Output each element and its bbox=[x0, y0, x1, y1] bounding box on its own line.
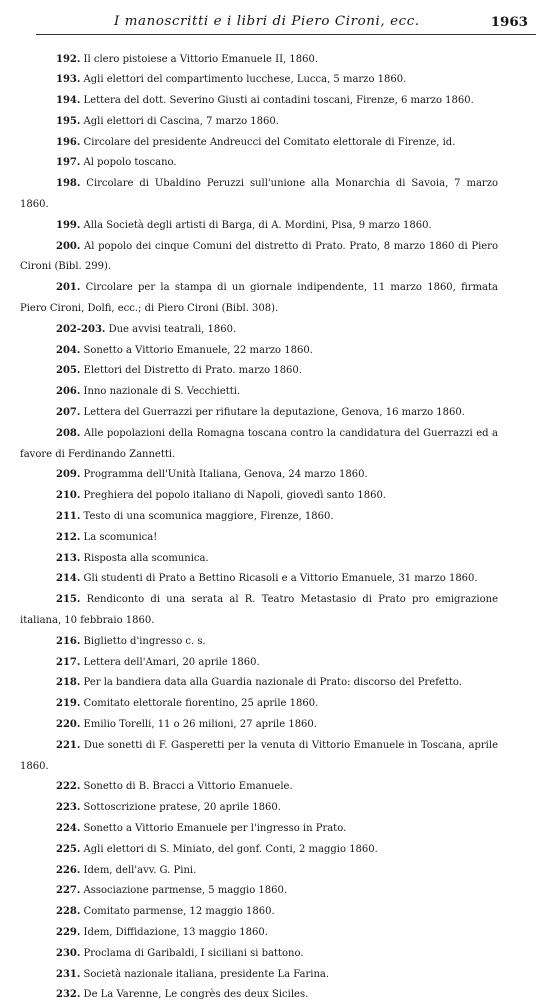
list-item bbox=[20, 798, 498, 819]
entry-text: Alla Società degli artisti di Barga, di A. Mordini, Pisa, 9 marzo 1860. bbox=[84, 220, 432, 231]
entry-text: Per la bandiera data alla Guardia nazionale di Prato: discorso del Prefetto. bbox=[84, 677, 462, 688]
entry-number: 224. bbox=[56, 823, 80, 834]
list-item bbox=[20, 528, 498, 549]
page-number: 1963 bbox=[491, 14, 528, 30]
list-item bbox=[20, 736, 498, 778]
list-item bbox=[20, 902, 498, 923]
entry-number: 206. bbox=[56, 386, 80, 397]
list-item bbox=[20, 777, 498, 798]
entry-number: 198. bbox=[56, 178, 80, 189]
list-item bbox=[20, 174, 498, 216]
entry-text: Testo di una scomunica maggiore, Firenze, 1860. bbox=[84, 511, 334, 522]
entry-text: Agli elettori di Cascina, 7 marzo 1860. bbox=[84, 116, 279, 127]
entry-number: 209. bbox=[56, 469, 80, 480]
list-item bbox=[20, 632, 498, 653]
entry-text: Società nazionale italiana, presidente La Farina. bbox=[84, 969, 330, 980]
list-item bbox=[20, 91, 498, 112]
entry-number: 231. bbox=[56, 969, 80, 980]
entry-number: 222. bbox=[56, 781, 80, 792]
list-item bbox=[20, 465, 498, 486]
entry-text: Circolare di Ubaldino Peruzzi sull'unione alla Monarchia di Savoia, 7 marzo 1860. bbox=[20, 178, 498, 210]
entry-number: 201. bbox=[56, 282, 80, 293]
entry-number: 210. bbox=[56, 490, 80, 501]
list-item bbox=[20, 985, 498, 1006]
list-item bbox=[20, 153, 498, 174]
entry-number: 219. bbox=[56, 698, 80, 709]
list-item bbox=[20, 112, 498, 133]
entry-text: Circolare del presidente Andreucci del Comitato elettorale di Firenze, id. bbox=[84, 137, 456, 148]
list-item bbox=[20, 133, 498, 154]
entry-text: De La Varenne, Le congrès des deux Siciles. bbox=[84, 989, 309, 1000]
list-item bbox=[20, 673, 498, 694]
list-item bbox=[20, 549, 498, 570]
entry-text: Agli elettori di S. Miniato, del gonf. Conti, 2 maggio 1860. bbox=[84, 844, 378, 855]
list-item bbox=[20, 944, 498, 965]
list-item bbox=[20, 278, 498, 320]
entry-text: Programma dell'Unità Italiana, Genova, 24 marzo 1860. bbox=[84, 469, 368, 480]
list-item bbox=[20, 819, 498, 840]
entry-number: 232. bbox=[56, 989, 80, 1000]
list-item bbox=[20, 715, 498, 736]
list-item bbox=[20, 320, 498, 341]
entry-number: 205. bbox=[56, 365, 80, 376]
running-header bbox=[36, 14, 536, 35]
entry-number: 217. bbox=[56, 657, 80, 668]
entry-text: Comitato elettorale fiorentino, 25 aprile 1860. bbox=[84, 698, 319, 709]
entry-number: 227. bbox=[56, 885, 80, 896]
entry-number: 200. bbox=[56, 241, 80, 252]
entry-text: Inno nazionale di S. Vecchietti. bbox=[84, 386, 241, 397]
entry-number: 218. bbox=[56, 677, 80, 688]
entry-number: 226. bbox=[56, 865, 80, 876]
list-item bbox=[20, 590, 498, 632]
entry-number: 212. bbox=[56, 532, 80, 543]
entry-number: 214. bbox=[56, 573, 80, 584]
entry-number: 230. bbox=[56, 948, 80, 959]
entry-text: Associazione parmense, 5 maggio 1860. bbox=[84, 885, 288, 896]
entry-number: 225. bbox=[56, 844, 80, 855]
entry-text: Gli studenti di Prato a Bettino Ricasoli e a Vittorio Emanuele, 31 marzo 1860. bbox=[84, 573, 478, 584]
entry-number: 204. bbox=[56, 345, 80, 356]
running-title: I manoscritti e i libri di Piero Cironi, ecc. bbox=[114, 14, 420, 29]
list-item bbox=[20, 694, 498, 715]
entry-text: Al popolo dei cinque Comuni del distretto di Prato. Prato, 8 marzo 1860 di Piero Cironi (Bibl. 299). bbox=[20, 241, 498, 273]
list-item bbox=[20, 840, 498, 861]
entry-number: 207. bbox=[56, 407, 80, 418]
entry-number: 193. bbox=[56, 74, 80, 85]
list-item bbox=[20, 965, 498, 986]
entry-text: Due avvisi teatrali, 1860. bbox=[109, 324, 237, 335]
entry-number: 194. bbox=[56, 95, 80, 106]
list-item bbox=[20, 341, 498, 362]
entry-number: 192. bbox=[56, 54, 80, 65]
entry-number: 229. bbox=[56, 927, 80, 938]
entry-text: Elettori del Distretto di Prato. marzo 1860. bbox=[84, 365, 302, 376]
entry-text: Risposta alla scomunica. bbox=[84, 553, 209, 564]
entry-text: Al popolo toscano. bbox=[84, 157, 177, 168]
entry-text: Comitato parmense, 12 maggio 1860. bbox=[84, 906, 275, 917]
entry-number: 199. bbox=[56, 220, 80, 231]
entry-text: Circolare per la stampa di un giornale indipendente, 11 marzo 1860, firmata Piero Cironi, Dolfi, ecc.; di Piero Cironi (Bibl. 308). bbox=[20, 282, 498, 314]
list-item bbox=[20, 70, 498, 91]
entry-text: Emilio Torelli, 11 o 26 milioni, 27 aprile 1860. bbox=[84, 719, 317, 730]
entry-number: 223. bbox=[56, 802, 80, 813]
entry-number: 196. bbox=[56, 137, 80, 148]
entry-text: Sonetto di B. Bracci a Vittorio Emanuele. bbox=[84, 781, 293, 792]
entry-number: 228. bbox=[56, 906, 80, 917]
list-item bbox=[20, 50, 498, 71]
entry-text: La scomunica! bbox=[84, 532, 158, 543]
entry-text: Lettera del Guerrazzi per rifiutare la deputazione, Genova, 16 marzo 1860. bbox=[84, 407, 465, 418]
list-item bbox=[20, 424, 498, 466]
entry-list bbox=[0, 50, 550, 1006]
entry-number: 213. bbox=[56, 553, 80, 564]
entry-text: Idem, dell'avv. G. Pini. bbox=[84, 865, 197, 876]
list-item bbox=[20, 861, 498, 882]
entry-text: Due sonetti di F. Gasperetti per la venuta di Vittorio Emanuele in Toscana, aprile 1860. bbox=[20, 740, 498, 772]
entry-text: Biglietto d'ingresso c. s. bbox=[84, 636, 206, 647]
list-item bbox=[20, 653, 498, 674]
list-item bbox=[20, 923, 498, 944]
entry-number: 221. bbox=[56, 740, 80, 751]
entry-text: Rendiconto di una serata al R. Teatro Metastasio di Prato pro emigrazione italiana, 10 febbraio 1860. bbox=[20, 594, 498, 626]
entry-text: Idem, Diffidazione, 13 maggio 1860. bbox=[84, 927, 268, 938]
entry-number: 215. bbox=[56, 594, 80, 605]
entry-text: Lettera dell'Amari, 20 aprile 1860. bbox=[84, 657, 260, 668]
list-item bbox=[20, 881, 498, 902]
list-item bbox=[20, 237, 498, 279]
entry-text: Lettera del dott. Severino Giusti ai contadini toscani, Firenze, 6 marzo 1860. bbox=[84, 95, 474, 106]
entry-text: Sonetto a Vittorio Emanuele per l'ingresso in Prato. bbox=[84, 823, 347, 834]
entry-text: Sottoscrizione pratese, 20 aprile 1860. bbox=[84, 802, 281, 813]
entry-number: 195. bbox=[56, 116, 80, 127]
entry-text: Proclama di Garibaldi, I siciliani si battono. bbox=[84, 948, 304, 959]
entry-number: 216. bbox=[56, 636, 80, 647]
list-item bbox=[20, 569, 498, 590]
entry-text: Preghiera del popolo italiano di Napoli, giovedì santo 1860. bbox=[84, 490, 386, 501]
entry-number: 220. bbox=[56, 719, 80, 730]
list-item bbox=[20, 507, 498, 528]
list-item bbox=[20, 403, 498, 424]
entry-text: Sonetto a Vittorio Emanuele, 22 marzo 1860. bbox=[84, 345, 313, 356]
entry-text: Agli elettori del compartimento lucchese, Lucca, 5 marzo 1860. bbox=[84, 74, 407, 85]
entry-text: Alle popolazioni della Romagna toscana contro la candidatura del Guerrazzi ed a favore di Ferdinando Zannetti. bbox=[20, 428, 498, 460]
list-item bbox=[20, 486, 498, 507]
list-item bbox=[20, 216, 498, 237]
entry-number: 197. bbox=[56, 157, 80, 168]
entry-number: 208. bbox=[56, 428, 80, 439]
entry-number: 202-203. bbox=[56, 324, 105, 335]
list-item bbox=[20, 361, 498, 382]
list-item bbox=[20, 382, 498, 403]
entry-number: 211. bbox=[56, 511, 80, 522]
entry-text: Il clero pistoiese a Vittorio Emanuele II, 1860. bbox=[84, 54, 318, 65]
